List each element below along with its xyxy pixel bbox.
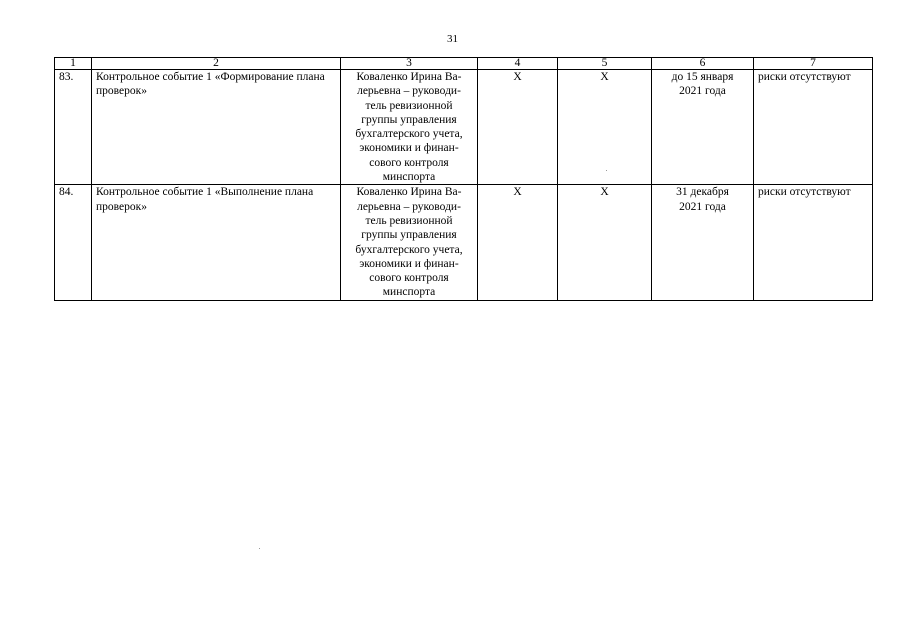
event-description: Контрольное событие 1 «Выполнение плана проверок» — [92, 185, 341, 300]
control-events-table — [54, 57, 873, 301]
column-header-7: 7 — [754, 58, 873, 70]
responsible-line: минспорта — [382, 171, 436, 184]
column-5-value: X — [558, 185, 652, 300]
responsible-person — [341, 185, 478, 300]
row-number: 84. — [55, 185, 92, 300]
responsible-line: Коваленко Ирина Ва- — [356, 71, 462, 83]
deadline — [652, 70, 754, 185]
deadline-line: до 15 января — [671, 71, 734, 83]
scan-speck — [606, 170, 607, 171]
responsible-line: сового контроля — [369, 272, 449, 285]
responsible-line: бухгалтерского учета, — [355, 128, 463, 141]
column-header-1: 1 — [55, 58, 92, 70]
responsible-line: сового контроля — [369, 156, 449, 169]
column-4-value: X — [478, 70, 558, 185]
table-row — [55, 185, 873, 300]
responsible-person — [341, 70, 478, 185]
risk-assessment: риски отсутствуют — [754, 70, 873, 185]
deadline-line: 31 декабря — [676, 186, 729, 199]
responsible-line: Коваленко Ирина Ва- — [356, 186, 462, 199]
column-header-4: 4 — [478, 58, 558, 70]
responsible-line: тель ревизионной — [365, 99, 453, 112]
responsible-line: лерьевна – руководи- — [357, 200, 461, 213]
deadline-line: 2021 года — [679, 200, 726, 213]
risk-assessment: риски отсутствуют — [754, 185, 873, 300]
responsible-line: группы управления — [361, 113, 457, 126]
deadline-line: 2021 года — [679, 85, 726, 98]
event-description: Контрольное событие 1 «Формирование плана проверок» — [92, 70, 341, 185]
scan-speck — [259, 548, 260, 549]
column-header-5: 5 — [558, 58, 652, 70]
header-row — [55, 58, 873, 70]
responsible-line: бухгалтерского учета, — [355, 243, 463, 256]
responsible-line: экономики и финан- — [359, 142, 459, 155]
column-header-2: 2 — [92, 58, 341, 70]
responsible-line: тель ревизионной — [365, 214, 453, 227]
responsible-line: экономики и финан- — [359, 257, 459, 270]
column-4-value: X — [478, 185, 558, 300]
deadline — [652, 185, 754, 300]
row-number: 83. — [55, 70, 92, 185]
responsible-line: минспорта — [382, 286, 436, 299]
column-5-value: X — [558, 70, 652, 185]
responsible-line: лерьевна – руководи- — [357, 85, 461, 98]
column-header-3: 3 — [341, 58, 478, 70]
table-row — [55, 70, 873, 185]
column-header-6: 6 — [652, 58, 754, 70]
page-number: 31 — [447, 33, 458, 45]
responsible-line: группы управления — [361, 229, 457, 242]
